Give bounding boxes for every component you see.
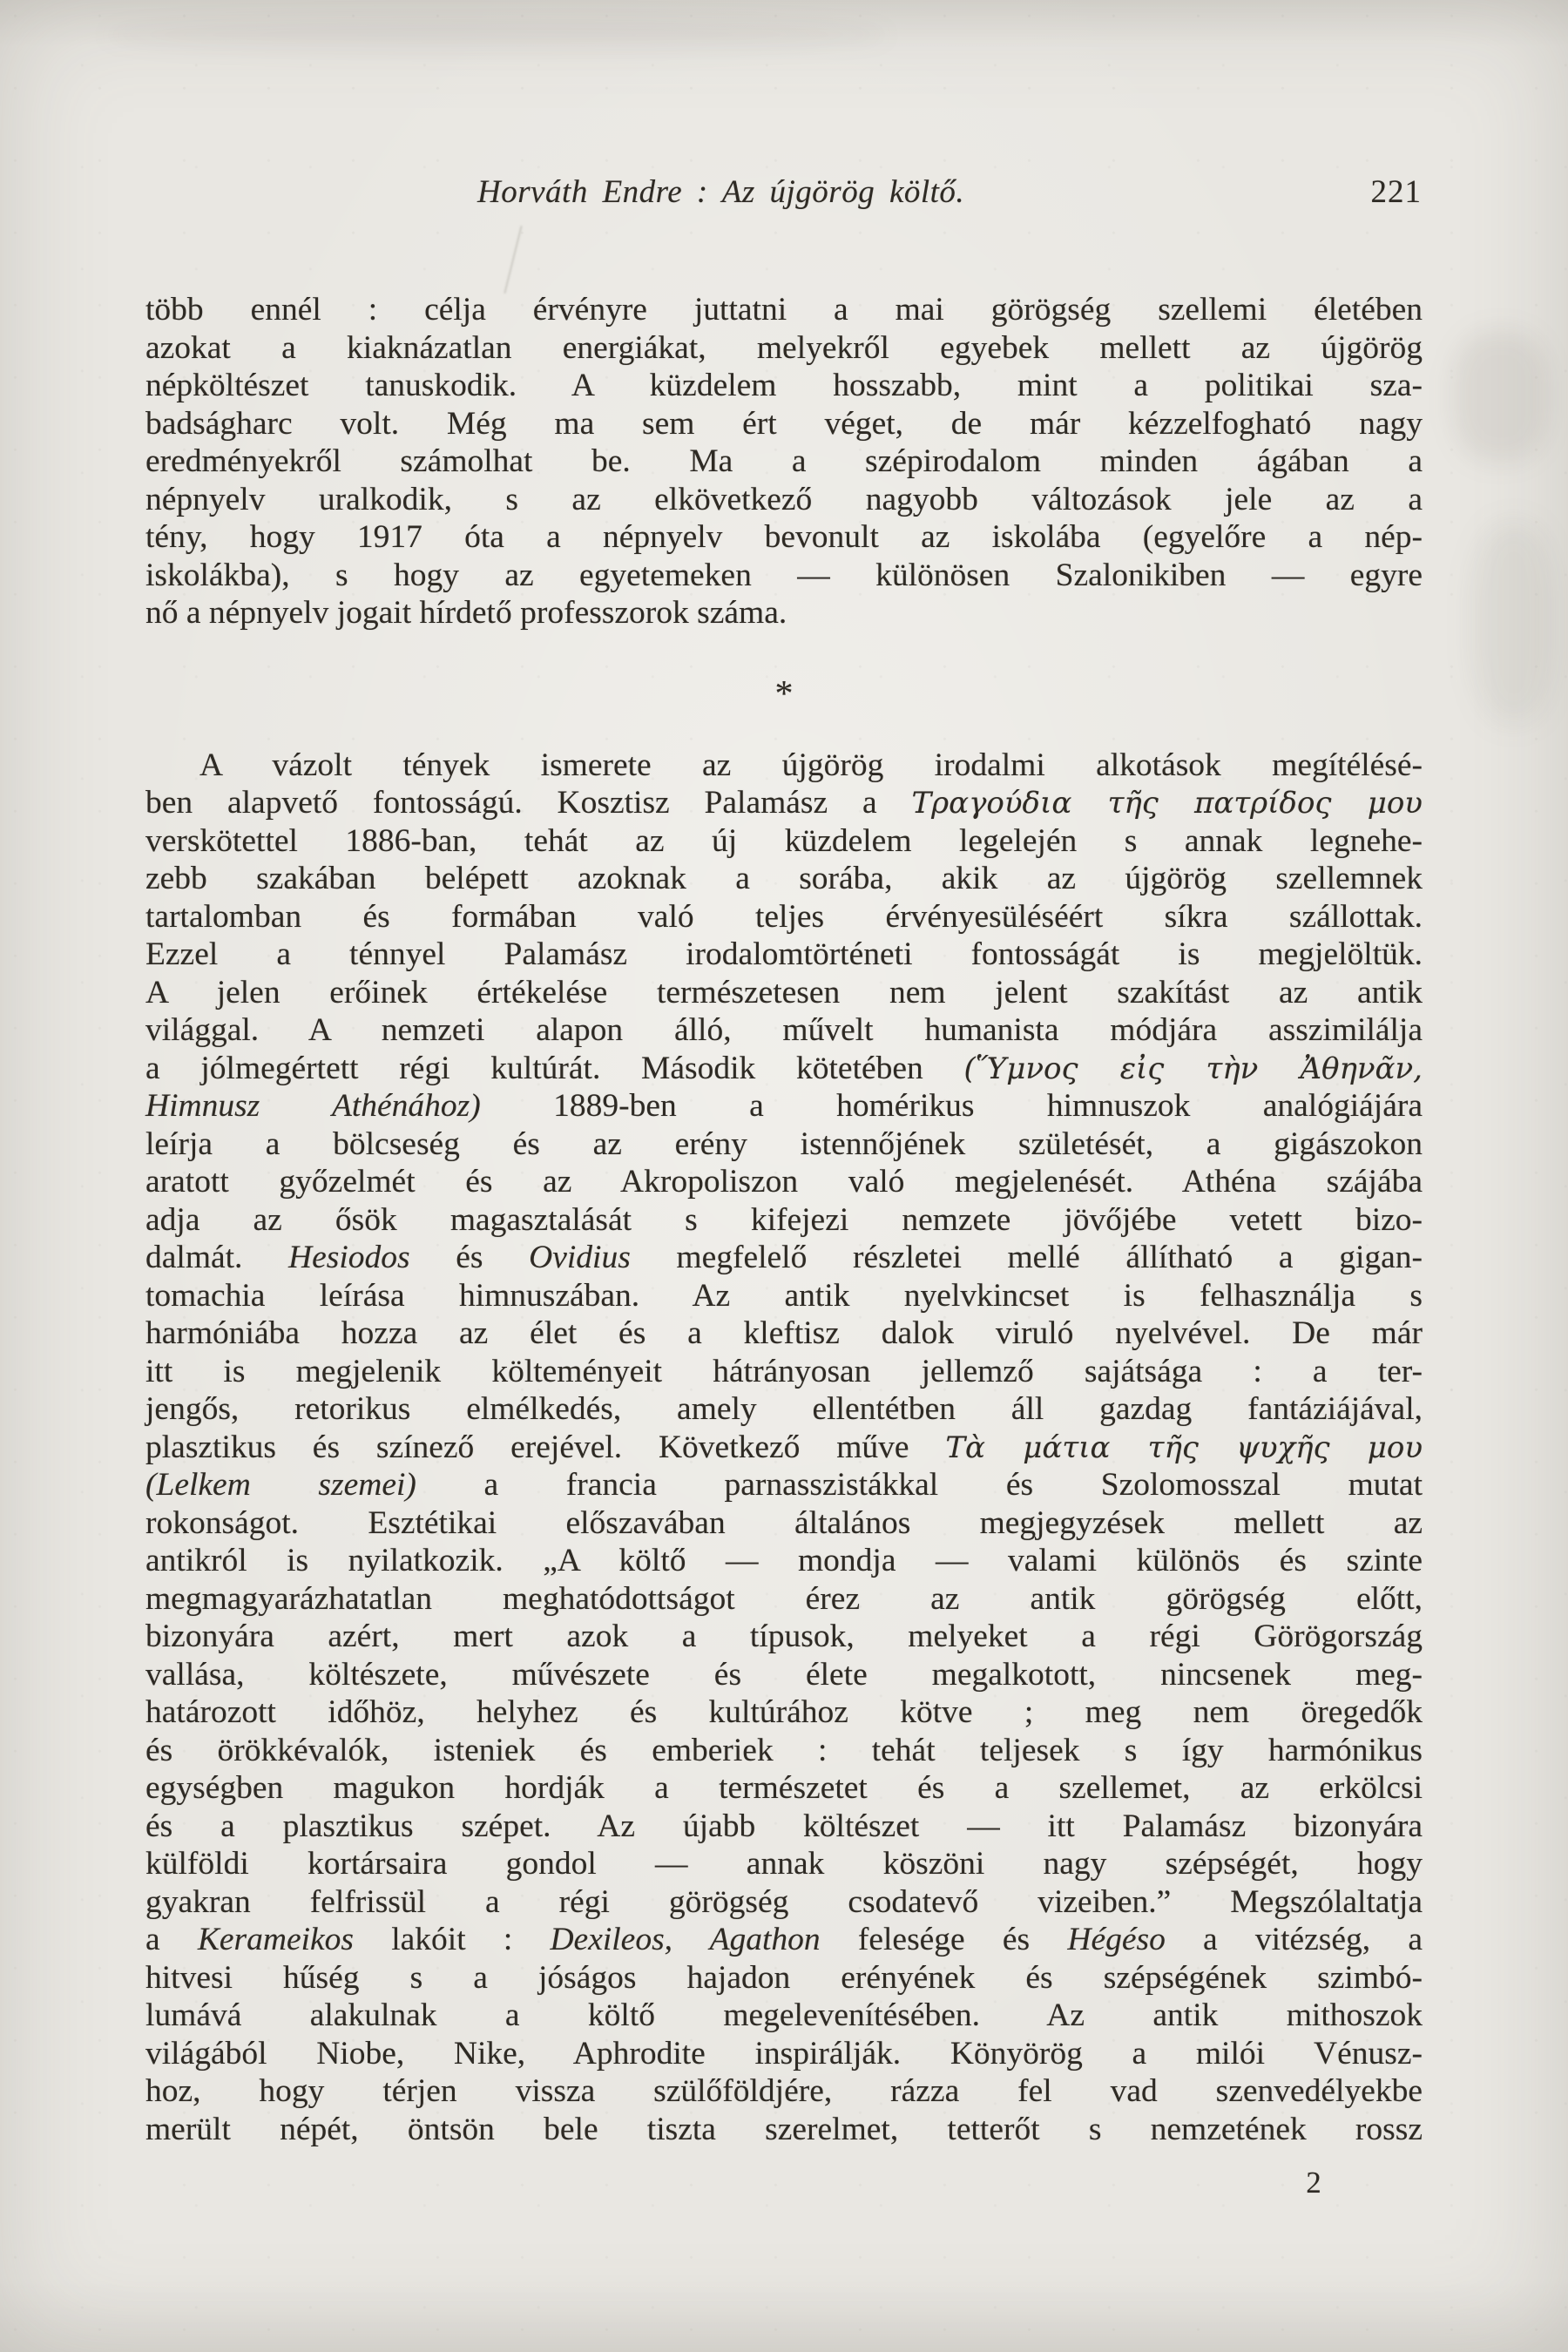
text-segment: harmóniába hozza az élet és a kleftisz dalok viruló nyelvével. De már [145,1315,1423,1351]
text-line [145,1883,1423,1922]
italic-text-segment: Hégéso [1067,1922,1166,1957]
text-segment: verskötettel 1886-ban, tehát az új küzdelem legelején s annak legnehe- [145,822,1423,859]
text-segment: zebb szakában belépett azoknak a sorába, akik az újgörög szellemnek [145,861,1423,896]
text-segment: jengős, retorikus elmélkedés, amely ellentétben áll gazdag fantáziájával, [145,1391,1423,1427]
page-number: 221 [1370,174,1422,210]
text-line [145,1769,1423,1808]
text-segment: A vázolt tények ismerete az újgörög irodalmi alkotások megítélésé- [199,747,1423,783]
text-segment: a [145,1922,198,1957]
text-segment: leírja a bölcseség és az erény istennőjének születését, a gigászokon [145,1125,1423,1162]
text-segment: nő a népnyelv jogait hírdető professzorok száma. [145,595,787,631]
text-segment: rokonságot. Esztétikai előszavában általános megjegyzések mellett az [145,1504,1423,1541]
text-line [145,291,1423,329]
text-line [145,1087,1423,1125]
text-line [145,860,1423,898]
italic-text-segment: (Lelkem szemei) [145,1467,416,1503]
text-line [145,443,1423,481]
text-line [145,367,1423,405]
text-line [145,1542,1423,1580]
text-line [145,1959,1423,1997]
text-line [145,822,1423,861]
italic-text-segment: Himnusz Athénához) [145,1088,481,1124]
text-segment: lakóit : [354,1922,551,1957]
asterisk-separator: * [774,674,794,714]
text-line [145,1732,1423,1770]
text-line [145,405,1423,443]
text-segment: tomachia leírása himnuszában. Az antik nyelvkincset is felhasználja s [145,1277,1423,1314]
text-segment: a francia parnasszistákkal és Szolomosszal mutat [416,1467,1423,1503]
text-segment: badságharc volt. Még ma sem ért véget, de már kézzelfogható nagy [145,405,1423,442]
text-segment: merült népét, öntsön bele tiszta szerelmet, tetterőt s nemzetének rossz [145,2111,1423,2147]
signature-mark: 2 [1306,2166,1321,2200]
text-segment: aratott győzelmét és az Akropoliszon való megjelenését. Athéna szájába [145,1164,1423,1200]
text-line [145,1845,1423,1883]
text-line [145,2111,1423,2149]
scan-scratch [504,226,522,294]
text-segment: tartalomban és formában való teljes érvényesüléséért síkra szállottak. [145,898,1423,935]
text-line [145,747,1423,785]
text-line [145,1239,1423,1277]
text-line [145,1466,1423,1504]
text-segment: 1889-ben a homérikus himnuszok analógiájára [480,1088,1423,1124]
text-segment: antikról is nyilatkozik. „A költő — mondja — valami különös és szinte [145,1543,1423,1578]
text-line [145,1693,1423,1732]
text-segment: népköltészet tanuskodik. A küzdelem hosszabb, mint a politikai sza- [145,368,1423,403]
scan-bleedthrough-right-upper [1453,331,1549,462]
text-segment: világából Niobe, Nike, Aphrodite inspirálják. Könyörög a milói Vénusz- [145,2035,1423,2072]
text-line [145,594,1423,632]
text-segment: tény, hogy 1917 óta a népnyelv bevonult az iskolába (egyelőre a nép- [145,519,1423,555]
text-line [145,1921,1423,1959]
text-segment: külföldi kortársaira gondol — annak köszöni nagy szépségét, hogy [145,1846,1423,1882]
text-line [145,481,1423,519]
text-segment: felesége és [820,1922,1068,1957]
text-segment: határozott időhöz, helyhez és kultúrához kötve ; meg nem öregedők [145,1694,1423,1730]
text-segment: bizonyára azért, mert azok a típusok, melyeket a régi Görögország [145,1619,1423,1654]
paragraph-2 [145,747,1423,2149]
text-segment: népnyelv uralkodik, s az elkövetkező nagyobb változások jele az a [145,481,1423,517]
text-segment: és a plasztikus szépet. Az újabb költészet — itt Palamász bizonyára [145,1808,1423,1844]
text-segment: a vitézség, a [1165,1922,1423,1957]
text-line [145,898,1423,936]
text-line [145,329,1423,368]
text-line [145,557,1423,595]
paragraph-slot-1 [145,747,1423,2149]
text-segment: A jelen erőinek értékelése természetesen nem jelent szakítást az antik [145,974,1423,1010]
text-line [145,1353,1423,1391]
text-line [145,1201,1423,1240]
text-segment: itt is megjelenik költeményeit hátrányosan jellemző sajátsága : a ter- [145,1353,1423,1389]
text-segment: plasztikus és színező erejével. Következő műve [145,1429,946,1465]
text-segment: megfelelő részletei mellé állítható a gigan- [630,1240,1423,1275]
text-segment: azokat a kiaknázatlan energiákat, melyekről egyebek mellett az újgörög [145,329,1423,366]
text-line [145,1277,1423,1315]
text-line [145,1050,1423,1088]
paragraph-1 [145,291,1423,632]
text-line [145,1618,1423,1656]
text-line [145,1011,1423,1050]
text-segment: iskolákba), s hogy az egyetemeken — különösen Szalonikiben — egyre [145,557,1423,593]
text-segment: gyakran felfrissül a régi görögség csodatevő vizeiben.” Megszólaltatja [145,1883,1423,1920]
page-header [144,172,1422,216]
text-segment: világgal. A nemzeti alapon álló, művelt humanista módjára asszimilálja [145,1012,1423,1048]
italic-text-segment: Ovidius [529,1240,631,1275]
text-line [145,1656,1423,1694]
section-separator [145,632,1423,747]
text-line [145,1429,1423,1467]
text-segment: Ezzel a ténnyel Palamász irodalomtörténeti fontosságát is megjelöltük. [145,936,1423,972]
text-line [145,936,1423,974]
text-line [145,1315,1423,1353]
text-line [145,974,1423,1012]
text-segment: a jólmegértett régi kultúrát. Második kötetében [145,1050,964,1086]
italic-text-segment: Kerameikos [197,1922,354,1957]
text-segment: adja az ősök magasztalását s kifejezi nemzete jövőjébe vetett bizo- [145,1201,1423,1238]
italic-text-segment: Dexileos, Agathon [550,1922,821,1957]
scan-smudge-top [105,17,889,52]
text-line [145,2035,1423,2073]
running-title: Horváth Endre : Az újgörög költő. [477,174,965,210]
text-segment: egységben magukon hordják a természetet és a szellemet, az erkölcsi [145,1770,1423,1806]
scan-bleedthrough-right-lower [1472,523,1555,723]
text-line [145,1390,1423,1429]
text-line [145,2072,1423,2111]
text-line [145,784,1423,822]
text-line [145,1808,1423,1846]
text-segment: több ennél : célja érvényre juttatni a mai görögség szellemi életében [145,292,1423,328]
text-line [145,518,1423,557]
greek-text-segment: (Ὕμνος εἰς τὴν Ἀθηνᾶν, [963,1051,1423,1086]
paragraph-slot-0 [145,291,1423,632]
text-line [145,1125,1423,1164]
text-segment: és [409,1240,530,1275]
text-segment: eredményekről számolhat be. Ma a szépirodalom minden ágában a [145,443,1423,479]
page-body [145,291,1423,2148]
italic-text-segment: Hesiodos [288,1240,410,1275]
greek-text-segment: Τραγούδια τῆς πατρίδος μου [911,786,1423,821]
text-line [145,1163,1423,1201]
text-segment: vallása, költészete, művészete és élete megalkotott, nincsenek meg- [145,1656,1423,1693]
text-segment: és örökkévalók, isteniek és emberiek : tehát teljesek s így harmónikus [145,1732,1423,1768]
text-segment: megmagyarázhatatlan meghatódottságot érez az antik görögség előtt, [145,1580,1423,1617]
text-segment: hitvesi hűség s a jóságos hajadon erényének és szépségének szimbó- [145,1959,1423,1996]
text-segment: dalmát. [145,1240,289,1275]
text-segment: hoz, hogy térjen vissza szülőföldjére, rázza fel vad szenvedélyekbe [145,2073,1423,2109]
text-line [145,1997,1423,2035]
text-segment: lumává alakulnak a költő megelevenítésében. Az antik mithoszok [145,1997,1423,2033]
text-line [145,1580,1423,1619]
text-line [145,1504,1423,1543]
text-segment: ben alapvető fontosságú. Kosztisz Palamász a [145,785,912,821]
greek-text-segment: Τὰ μάτια τῆς ψυχῆς μου [945,1429,1423,1465]
